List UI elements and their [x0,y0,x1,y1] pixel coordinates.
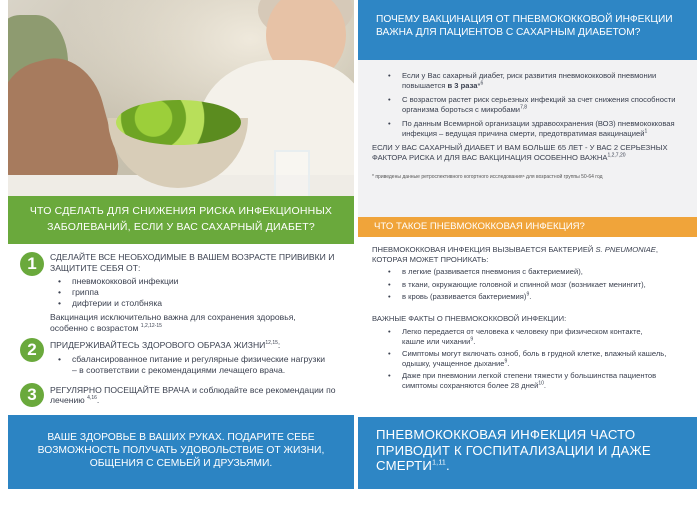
list-item: • Даже при пневмонии легкой степени тяжести у большинства пациентов симптомы сохраняются более 28 дней$^{10}$. [372,371,683,390]
list-item: • Легко передается от человека к человеку при физическом контакте, кашле или чихании$^9$. [372,327,683,346]
reference-mark: 1,2,12-15 [140,322,162,329]
list-item: • По данным Всемирной организации здравоохранения (ВОЗ) пневмококковая инфекция – ведущая причина смерти, предотвратимая вакцинацией$^1$ [372,119,683,138]
list-item: • дифтерии и столбняка [50,298,354,309]
health-motto-banner: ВАШЕ ЗДОРОВЬЕ В ВАШИХ РУКАХ. ПОДАРИТЕ СЕБЕ ВОЗМОЖНОСТЬ ПОЛУЧАТЬ УДОВОЛЬСТВИЕ ОТ ЖИЗНИ, ОБЩЕНИЯ С СЕМЬЕЙ И ДРУЗЬЯМИ. [8,415,354,489]
step-note: Вакцинация исключительно важна для сохранения здоровья, особенно с возрастом $^{1,2,12-15}$ [50,312,296,333]
list-item: • в легкие (развивается пневмония с бактериемией), [372,267,683,277]
step-heading: ПРИДЕРЖИВАЙТЕСЬ ЗДОРОВОГО ОБРАЗА ЖИЗНИ$^{12,15}$: [50,340,281,350]
risk-reduction-heading: ЧТО СДЕЛАТЬ ДЛЯ СНИЖЕНИЯ РИСКА ИНФЕКЦИОННЫХ ЗАБОЛЕВАНИЙ, ЕСЛИ У ВАС САХАРНЫЙ ДИАБЕТ? [8,196,354,244]
why-vaccinate-section [358,60,697,217]
list-item: • Симптомы могут включать озноб, боль в грудной клетке, влажный кашель, одышку, учащенное дыхание$^9$. [372,349,683,368]
salad-couple-photo [8,0,354,196]
reference-mark: 12,15 [265,340,278,347]
right-page [358,0,697,506]
list-item: • гриппа [50,287,354,298]
left-page [8,0,354,506]
age-risk-note: ЕСЛИ У ВАС САХАРНЫЙ ДИАБЕТ И ВАМ БОЛЬШЕ 65 ЛЕТ - У ВАС 2 СЕРЬЕЗНЫХ ФАКТОРА РИСКА И ДЛЯ ВАС ВАКЦИНАЦИЯ ОСОБЕННО ВАЖНА$^{1,2,7,20}$ [372,143,668,162]
facts-heading: ВАЖНЫЕ ФАКТЫ О ПНЕВМОКОККОВОЙ ИНФЕКЦИИ: [372,313,567,323]
step-heading: СДЕЛАЙТЕ ВСЕ НЕОБХОДИМЫЕ В ВАШЕМ ВОЗРАСТЕ ПРИВИВКИ И ЗАЩИТИТЕ СЕБЯ ОТ: [50,252,335,273]
list-item: • сбалансированное питание и регулярные физические нагрузки – в соответствии с рекомендациями лечащего врача. [50,354,354,376]
reference-mark: 4,16 [87,395,97,402]
cause-text: ПНЕВМОКОККОВАЯ ИНФЕКЦИЯ ВЫЗЫВАЕТСЯ БАКТЕРИЕЙ S. PNEUMONIAE, КОТОРАЯ МОЖЕТ ПРОНИКАТЬ: [372,245,658,264]
list-item: • С возрастом растет риск серьезных инфекций за счет снижения способности организма бороться с микробами$^{7,8}$ [372,95,683,114]
step-2 [8,340,354,376]
step-number: 2 [20,338,44,362]
list-item: • пневмококковой инфекции [50,276,354,287]
list-item: • в ткани, окружающие головной и спинной мозг (возникает менингит), [372,280,683,290]
step-number: 1 [20,252,44,276]
water-glass [274,150,310,196]
footnote: * приведены данные ретроспективного когортного исследования⁶ для возрастной группы 50-64 год [372,174,603,180]
step-heading: РЕГУЛЯРНО ПОСЕЩАЙТЕ ВРАЧА и соблюдайте все рекомендации по лечению $^{4,16}$. [50,384,336,405]
reference-mark: 1,11 [432,459,446,467]
steps-list [8,244,354,412]
step-number: 3 [20,383,44,407]
step-1 [8,252,354,333]
what-is-pneumococcal-heading: ЧТО ТАКОЕ ПНЕВМОКОККОВАЯ ИНФЕКЦИЯ? [358,217,697,237]
why-vaccinate-heading: ПОЧЕМУ ВАКЦИНАЦИЯ ОТ ПНЕВМОКОККОВОЙ ИНФЕКЦИИ ВАЖНА ДЛЯ ПАЦИЕНТОВ С САХАРНЫМ ДИАБЕТОМ? [358,0,697,60]
hospitalization-warning-banner: ПНЕВМОКОККОВАЯ ИНФЕКЦИЯ ЧАСТО ПРИВОДИТ К ГОСПИТАЛИЗАЦИИ И ДАЖЕ СМЕРТИ$^{1,11}$. [358,417,697,489]
pneumococcal-info-section [358,237,697,414]
salad-greens [116,100,241,145]
step-3 [8,385,354,406]
list-item: • Если у Вас сахарный диабет, риск развития пневмококковой пневмонии повышается в 3 раза*$^6$ [372,71,683,90]
list-item: • в кровь (развивается бактериемия)$^9$. [372,292,683,302]
